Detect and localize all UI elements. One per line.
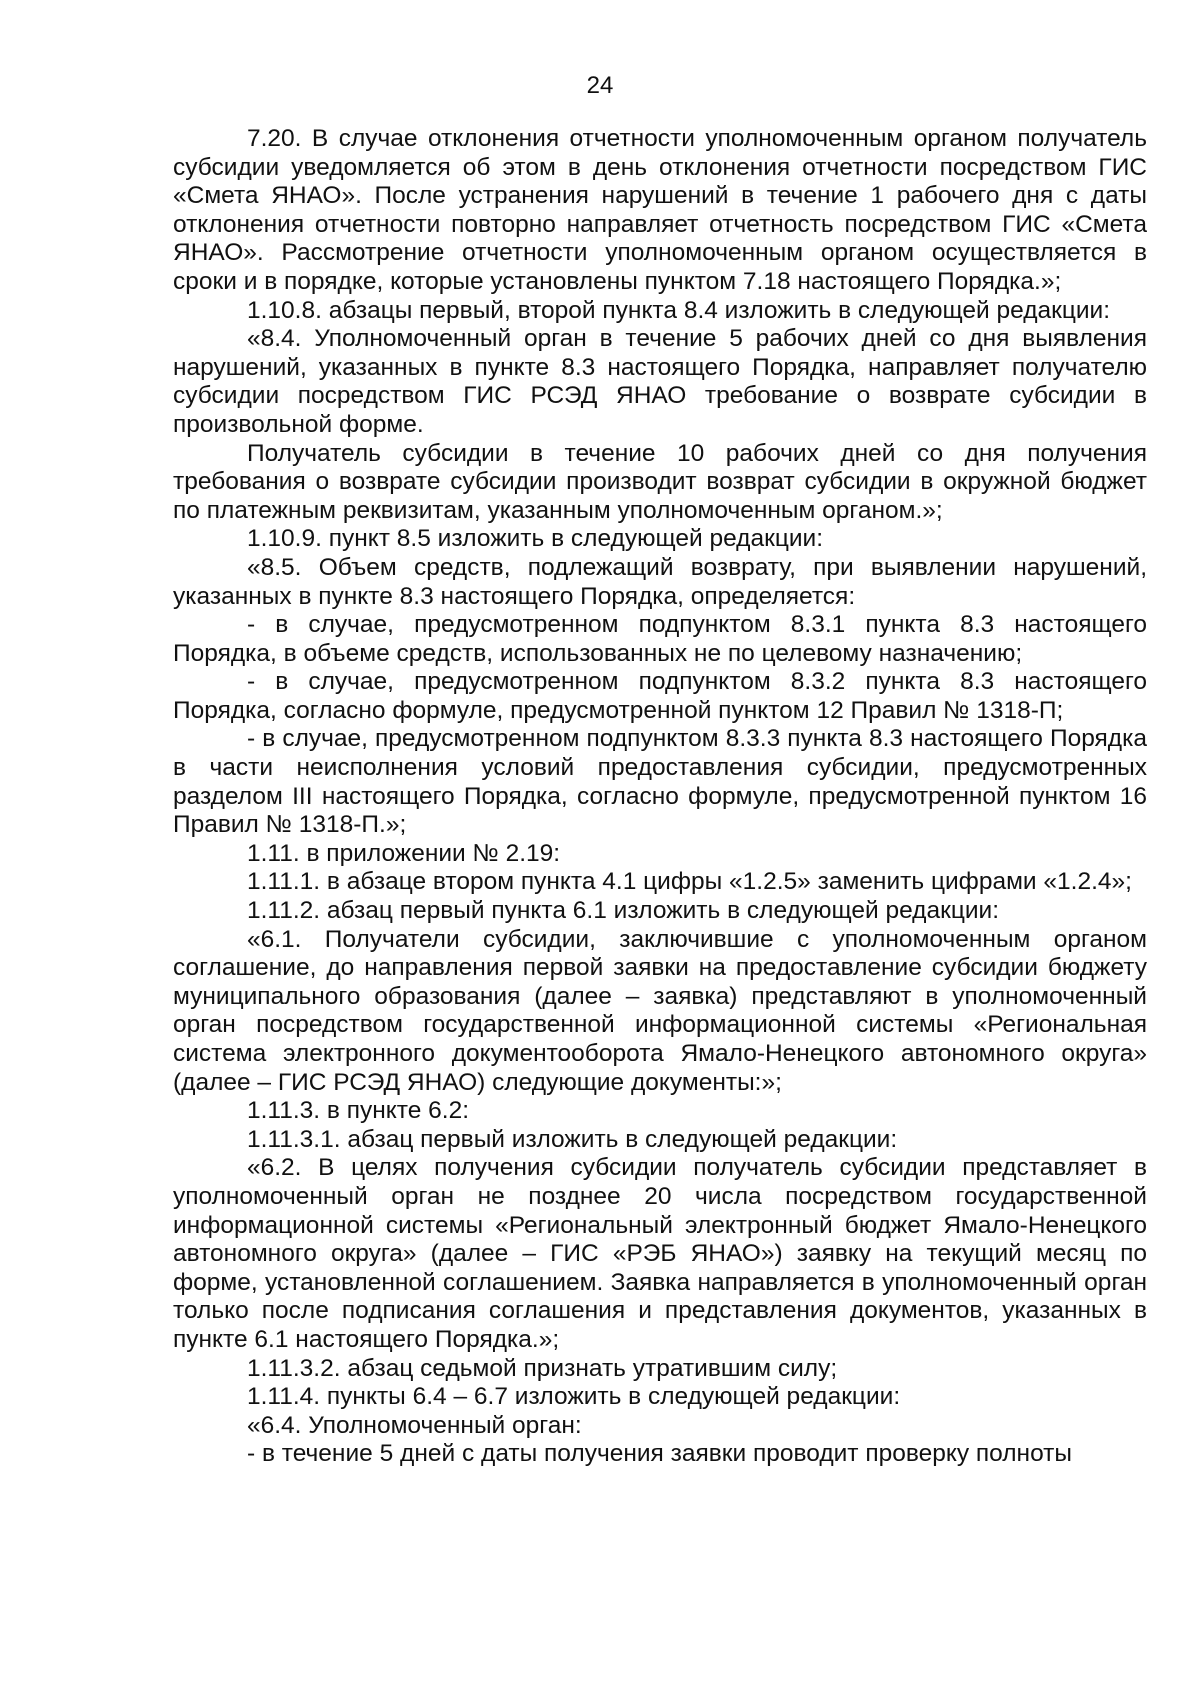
paragraph: 1.10.8. абзацы первый, второй пункта 8.4 изложить в следующей редакции: xyxy=(247,296,1111,324)
paragraph: - в случае, предусмотренном подпунктом 8.3.3 пункта 8.3 настоящего Порядка в части неисполнения условий предоставления субсидии, предусмотренных разделом III настоящего Порядка, согласно формуле, предусмотренной пунктом 16 Правил № 1318-П.»; xyxy=(173,725,1147,839)
document-body xyxy=(173,125,1147,1469)
paragraph: 1.11. в приложении № 2.19: xyxy=(247,839,561,867)
paragraph: 1.11.3.2. абзац седьмой признать утратившим силу; xyxy=(247,1354,838,1382)
paragraph: 1.10.9. пункт 8.5 изложить в следующей редакции: xyxy=(247,525,824,553)
paragraph: 1.11.3. в пункте 6.2: xyxy=(247,1097,470,1125)
paragraph: 1.11.1. в абзаце втором пункта 4.1 цифры «1.2.5» заменить цифрами «1.2.4»; xyxy=(247,868,1132,896)
paragraph: - в течение 5 дней с даты получения заявки проводит проверку полноты xyxy=(247,1440,1072,1468)
paragraph: Получатель субсидии в течение 10 рабочих дней со дня получения требования о возврате субсидии производит возврат субсидии в окружной бюджет по платежным реквизитам, указанным уполномоченным органом.»; xyxy=(173,439,1147,524)
paragraph: 1.11.2. абзац первый пункта 6.1 изложить в следующей редакции: xyxy=(247,897,1000,925)
paragraph: 1.11.3.1. абзац первый изложить в следующей редакции: xyxy=(247,1125,898,1153)
page-number: 24 xyxy=(586,72,614,99)
paragraph: «8.4. Уполномоченный орган в течение 5 рабочих дней со дня выявления нарушений, указанных в пункте 8.3 настоящего Порядка, направляет получателю субсидии посредством ГИС РСЭД ЯНАО требование о возврате субсидии в произвольной форме. xyxy=(173,325,1147,438)
paragraph: 7.20. В случае отклонения отчетности уполномоченным органом получатель субсидии уведомляется об этом в день отклонения отчетности посредством ГИС «Смета ЯНАО». После устранения нарушений в течение 1 рабочего дня с даты отклонения отчетности повторно направляет отчетность посредством ГИС «Смета ЯНАО». Рассмотрение отчетности уполномоченным органом осуществляется в сроки и в порядке, которые установлены пунктом 7.18 настоящего Порядка.»; xyxy=(173,125,1147,295)
paragraph: «6.1. Получатели субсидии, заключившие с уполномоченным органом соглашение, до направления первой заявки на предоставление субсидии бюджету муниципального образования (далее – заявка) представляют в уполномоченный орган посредством государственной информационной системы «Региональная система электронного документооборота Ямало-Ненецкого автономного округа» (далее – ГИС РСЭД ЯНАО) следующие документы:»; xyxy=(173,925,1147,1096)
paragraph: «6.2. В целях получения субсидии получатель субсидии представляет в уполномоченный орган не позднее 20 числа посредством государственной информационной системы «Региональный электронный бюджет Ямало-Ненецкого автономного округа» (далее – ГИС «РЭБ ЯНАО») заявку на текущий месяц по форме, установленной соглашением. Заявка направляется в уполномоченный орган только после подписания соглашения и представления документов, указанных в пункте 6.1 настоящего Порядка.»; xyxy=(173,1154,1147,1353)
paragraph: «8.5. Объем средств, подлежащий возврату, при выявлении нарушений, указанных в пункте 8.3 настоящего Порядка, определяется: xyxy=(173,553,1147,610)
paragraph: 1.11.4. пункты 6.4 – 6.7 изложить в следующей редакции: xyxy=(247,1383,901,1411)
paragraph: - в случае, предусмотренном подпунктом 8.3.1 пункта 8.3 настоящего Порядка, в объеме средств, использованных не по целевому назначению; xyxy=(173,611,1147,667)
paragraph: - в случае, предусмотренном подпунктом 8.3.2 пункта 8.3 настоящего Порядка, согласно формуле, предусмотренной пунктом 12 Правил № 1318-П; xyxy=(173,668,1147,724)
paragraph: «6.4. Уполномоченный орган: xyxy=(247,1411,582,1439)
